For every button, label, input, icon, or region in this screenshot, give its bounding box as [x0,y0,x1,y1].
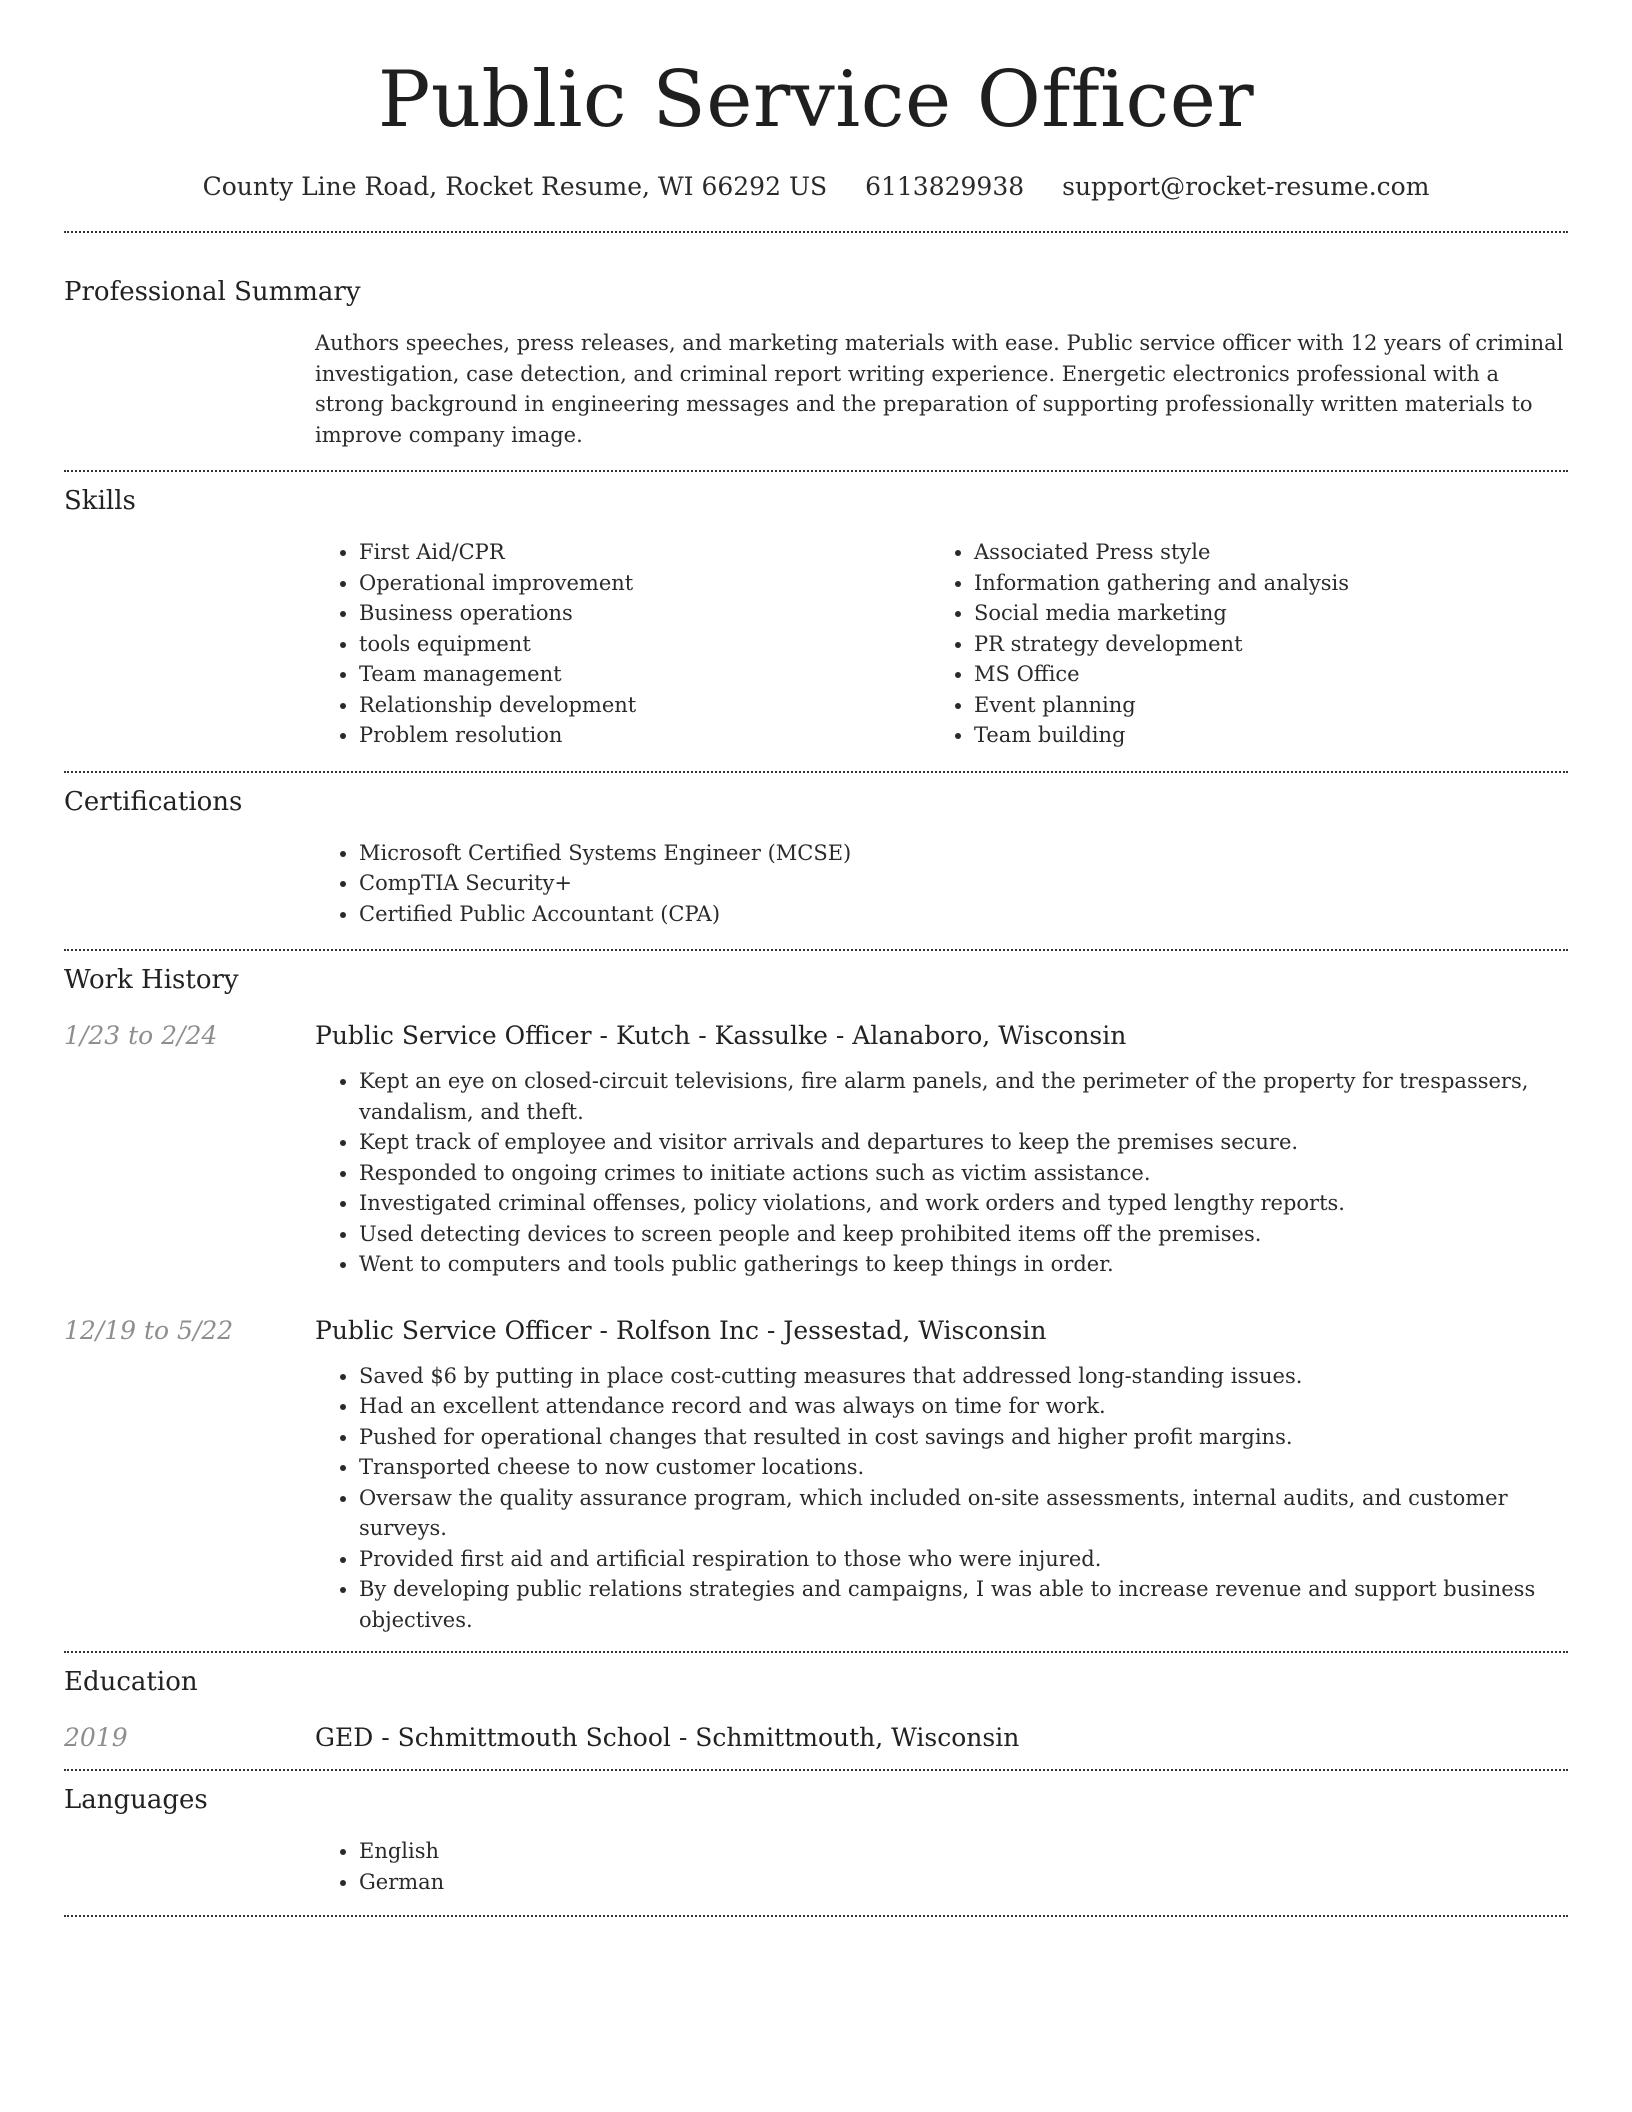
job-duties-list [315,1066,1568,1280]
job-date: 12/19 to 5/22 [64,1315,234,1345]
job-title: Public Service Officer - Kutch - Kassulke - Alanaboro, Wisconsin [315,1021,1127,1050]
section-title-skills: Skills [64,486,136,516]
skill-item: • Information gathering and analysis [974,568,1545,599]
skill-item: • PR strategy development [974,629,1545,660]
divider [64,949,1568,951]
candidate-name: Public Service Officer [377,55,1255,145]
resume-page [64,0,1568,1917]
skill-item: • Business operations [359,598,930,629]
duty-item: • Responded to ongoing crimes to initiate actions such as victim assistance. [359,1158,1568,1189]
section-title-languages: Languages [64,1785,208,1815]
education-date: 2019 [64,1723,128,1752]
skill-item: • Team management [359,659,930,690]
contact-line [64,170,1568,204]
job-entry [64,1314,1568,1348]
divider [64,231,1568,233]
skill-item: • Team building [974,720,1545,751]
skill-item: • tools equipment [359,629,930,660]
summary-text: Authors speeches, press releases, and marketing materials with ease. Public service officer with 12 years of criminal investigation, case detection, and criminal report writing experience. Energetic electronics professional with a strong background in engineering messages and the preparation of supporting professionally written materials to improve company image. [315,331,1564,447]
duty-item: • Went to computers and tools public gatherings to keep things in order. [359,1249,1568,1280]
skill-item: • Associated Press style [974,537,1545,568]
duty-item: • Transported cheese to now customer locations. [359,1452,1568,1483]
language-item: • German [359,1867,1568,1898]
certifications-content [315,838,1568,930]
duty-item: • Saved $6 by putting in place cost-cutting measures that addressed long-standing issues. [359,1361,1568,1392]
divider [64,771,1568,773]
skills-columns [315,537,1568,751]
duty-item: • Provided first aid and artificial respiration to those who were injured. [359,1544,1568,1575]
education-degree: GED - Schmittmouth School - Schmittmouth, Wisconsin [315,1723,1020,1752]
duty-item: • Investigated criminal offenses, policy violations, and work orders and typed lengthy reports. [359,1188,1568,1219]
job-duties [315,1066,1568,1280]
certifications-list [315,838,1568,930]
divider [64,1915,1568,1917]
duty-item: • By developing public relations strategies and campaigns, I was able to increase revenue and support business objectives. [359,1574,1568,1635]
job-entry [64,1019,1568,1053]
certification-item: • Certified Public Accountant (CPA) [359,899,1568,930]
divider [64,470,1568,472]
divider [64,1769,1568,1771]
divider [64,1651,1568,1653]
skill-item: • Problem resolution [359,720,930,751]
language-item: • English [359,1836,1568,1867]
duty-item: • Had an excellent attendance record and was always on time for work. [359,1391,1568,1422]
job-date: 1/23 to 2/24 [64,1021,218,1050]
section-title-certifications: Certifications [64,786,243,817]
duty-item: • Pushed for operational changes that resulted in cost savings and higher profit margins. [359,1422,1568,1453]
contact-email: support@rocket-resume.com [1062,172,1430,201]
duty-item: • Oversaw the quality assurance program, which included on-site assessments, internal audits, and customer surveys. [359,1483,1568,1544]
contact-address: County Line Road, Rocket Resume, WI 66292 US [202,172,828,201]
skills-list-right [930,537,1545,751]
certification-item: • CompTIA Security+ [359,868,1568,899]
section-title-summary: Professional Summary [64,277,361,307]
skill-item: • MS Office [974,659,1545,690]
languages-list [315,1836,1568,1897]
skill-item: • Relationship development [359,690,930,721]
skill-item: • Social media marketing [974,598,1545,629]
duty-item: • Kept track of employee and visitor arrivals and departures to keep the premises secure. [359,1127,1568,1158]
job-duties [315,1361,1568,1636]
job-duties-list [315,1361,1568,1636]
education-entry [64,1721,1568,1755]
duty-item: • Kept an eye on closed-circuit televisions, fire alarm panels, and the perimeter of the property for trespassers, vandalism, and theft. [359,1066,1568,1127]
skill-item: • Event planning [974,690,1545,721]
skills-list-left [315,537,930,751]
skill-item: • First Aid/CPR [359,537,930,568]
skill-item: • Operational improvement [359,568,930,599]
languages-content [315,1836,1568,1897]
certification-item: • Microsoft Certified Systems Engineer (MCSE) [359,838,1568,869]
duty-item: • Used detecting devices to screen people and keep prohibited items off the premises. [359,1219,1568,1250]
section-title-education: Education [64,1667,198,1697]
section-title-work: Work History [64,965,239,995]
job-title: Public Service Officer - Rolfson Inc - Jessestad, Wisconsin [315,1315,1047,1345]
contact-phone: 6113829938 [865,172,1025,201]
